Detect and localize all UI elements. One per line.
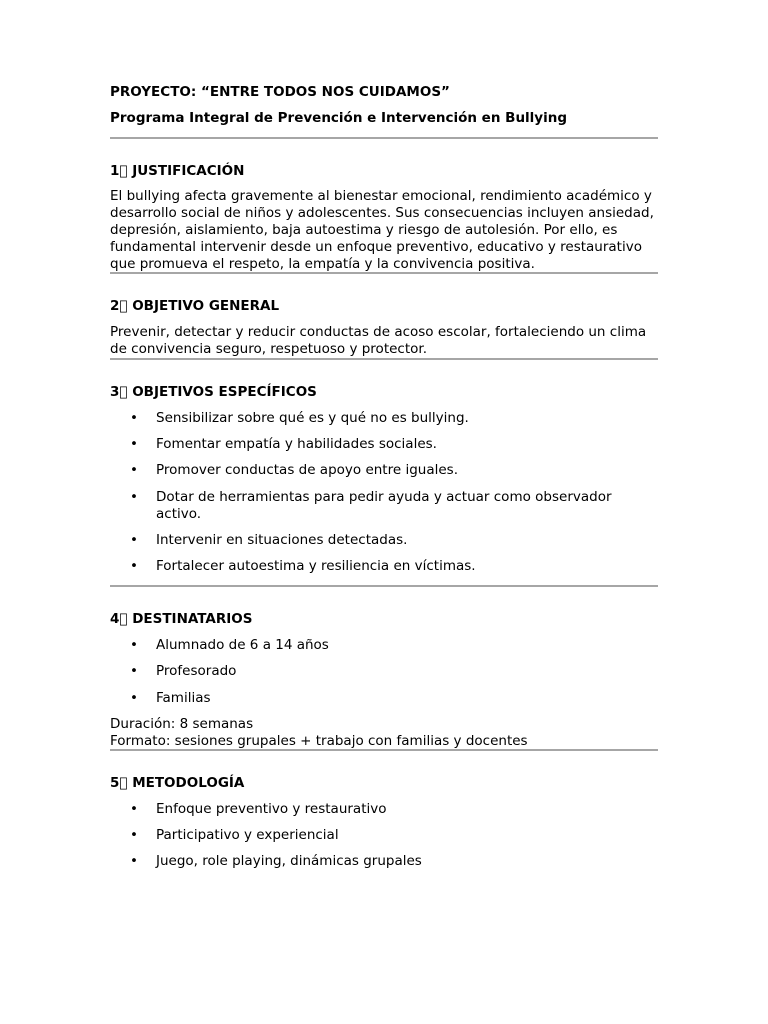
list-item-text: Participativo y experiencial	[156, 827, 339, 844]
bullet-icon: •	[130, 801, 138, 818]
objetivo-general-paragraph: Prevenir, detectar y reducir conductas de acoso escolar, fortaleciendo un clima de convivencia seguro, respetuoso y protector.	[110, 324, 647, 357]
bullet-icon: •	[130, 853, 138, 870]
objetivos-especificos-list	[110, 410, 658, 576]
document-content	[110, 84, 658, 879]
list-item	[110, 532, 658, 549]
section-objetivos-especificos	[110, 384, 658, 575]
section-divider	[110, 585, 658, 587]
list-item	[110, 462, 658, 479]
project-title: PROYECTO: “ENTRE TODOS NOS CUIDAMOS”	[110, 84, 450, 100]
list-item	[110, 410, 658, 427]
list-item	[110, 663, 658, 680]
format-text: Formato: sesiones grupales + trabajo con familias y docentes	[110, 732, 528, 749]
list-item-text: Fomentar empatía y habilidades sociales.	[156, 435, 437, 452]
section-divider	[110, 137, 658, 139]
section-divider	[110, 749, 658, 751]
list-item	[110, 853, 658, 870]
justificacion-paragraph: El bullying afecta gravemente al bienestar emocional, rendimiento académico y desarrollo social de niños y adolescentes. Sus consecuencias incluyen ansiedad, depresión, aislamiento, baja autoestima y riesgo de autolesión. Por ello, es fundamental intervenir desde un enfoque preventivo, educativo y restaurativo que promueva el respeto, la empatía y la convivencia positiva.	[110, 188, 654, 272]
list-item-text: Fortalecer autoestima y resiliencia en víctimas.	[156, 558, 476, 575]
list-item	[110, 637, 658, 654]
bullet-icon: •	[130, 558, 138, 575]
section-heading-objetivo-general: 2⃣ OBJETIVO GENERAL	[110, 298, 280, 315]
list-item	[110, 827, 658, 844]
section-metodologia	[110, 775, 658, 870]
list-item	[110, 690, 658, 707]
section-objetivo-general	[110, 298, 658, 357]
list-item-text: Dotar de herramientas para pedir ayuda y actuar como observador activo.	[156, 488, 612, 522]
bullet-icon: •	[130, 488, 138, 505]
program-subtitle: Programa Integral de Prevención e Intervención en Bullying	[110, 109, 568, 126]
list-item-text: Sensibilizar sobre qué es y qué no es bullying.	[156, 409, 469, 426]
list-item-text: Familias	[156, 690, 211, 707]
list-item-text: Profesorado	[156, 663, 237, 680]
bullet-icon: •	[130, 462, 138, 479]
list-item	[110, 801, 658, 818]
list-item	[110, 558, 658, 575]
list-item	[110, 436, 658, 453]
metodologia-list	[110, 801, 658, 870]
bullet-icon: •	[130, 663, 138, 680]
section-heading-destinatarios: 4⃣ DESTINATARIOS	[110, 610, 253, 627]
section-heading-justificacion: 1⃣ JUSTIFICACIÓN	[110, 162, 245, 179]
bullet-icon: •	[130, 435, 138, 452]
list-item-text: Alumnado de 6 a 14 años	[156, 636, 329, 653]
bullet-icon: •	[130, 531, 138, 548]
bullet-icon: •	[130, 827, 138, 844]
list-item-text: Intervenir en situaciones detectadas.	[156, 531, 408, 548]
section-divider	[110, 272, 658, 274]
bullet-icon: •	[130, 409, 138, 426]
section-divider	[110, 358, 658, 360]
list-item-text: Enfoque preventivo y restaurativo	[156, 801, 387, 818]
section-justificacion	[110, 163, 658, 273]
list-item	[110, 489, 658, 523]
duration-text: Duración: 8 semanas	[110, 715, 254, 732]
list-item-text: Juego, role playing, dinámicas grupales	[156, 853, 422, 870]
section-heading-metodologia: 5⃣ METODOLOGÍA	[110, 775, 245, 792]
section-heading-objetivos-especificos: 3⃣ OBJETIVOS ESPECÍFICOS	[110, 383, 317, 400]
list-item-text: Promover conductas de apoyo entre iguales.	[156, 462, 458, 479]
destinatarios-list	[110, 637, 658, 707]
bullet-icon: •	[130, 636, 138, 653]
section-destinatarios	[110, 611, 658, 750]
bullet-icon: •	[130, 690, 138, 707]
